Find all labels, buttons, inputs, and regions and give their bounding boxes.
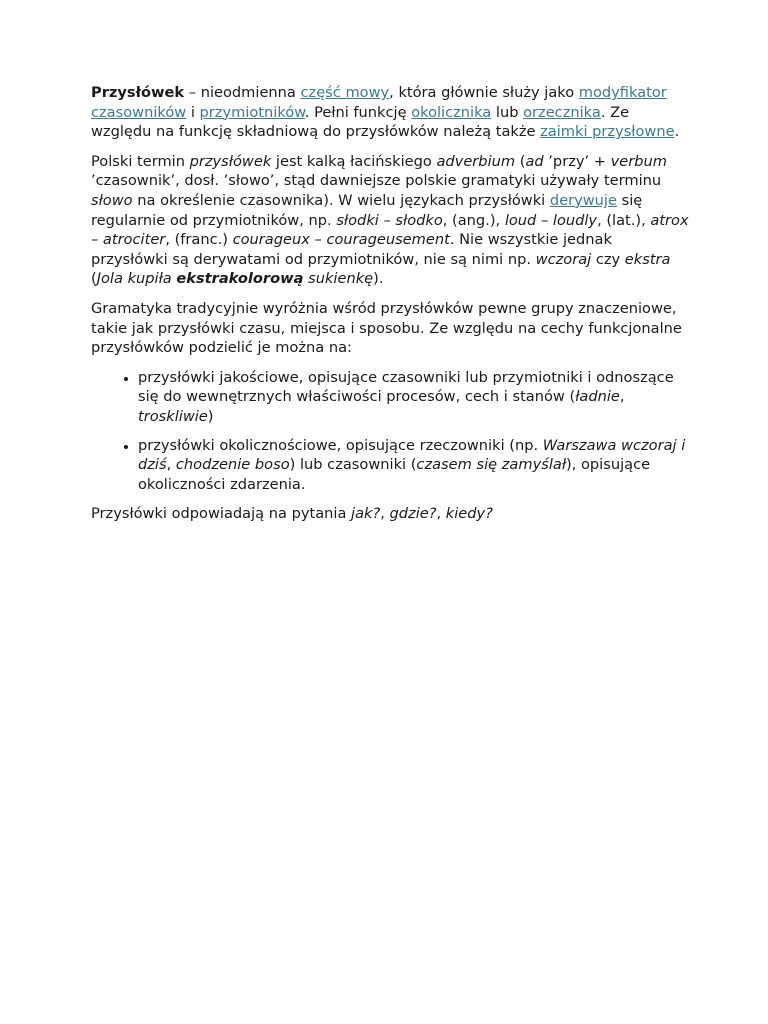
text-span: , która głównie służy jako (389, 84, 579, 101)
link-derywuje[interactable]: derywuje (549, 191, 617, 209)
text-span: ). (373, 270, 384, 288)
text-span: , (ang.), (442, 211, 505, 229)
italic-term: ładnie (575, 388, 620, 406)
italic-term: Warszawa wczoraj i dziś (138, 436, 686, 474)
text-span: czy (591, 250, 625, 268)
italic-term: atrox – atrociter (91, 211, 689, 249)
link-czasownikow[interactable]: czasowników (91, 103, 187, 121)
link-czesc-mowy[interactable]: część mowy (300, 84, 390, 101)
italic-term: ekstra (624, 250, 671, 268)
text-span: , (lat.), (597, 211, 651, 229)
text-span: , (436, 505, 446, 523)
text-span: przysłówki okolicznościowe, opisujące rzeczowniki (np. (138, 436, 543, 454)
text-span: ’czasownik’, dosł. ’słowo’, stąd dawniejsze polskie gramatyki używały terminu (91, 172, 662, 190)
text-span: . (674, 123, 680, 141)
list-item-okolicznosciowe (138, 436, 691, 495)
italic-term: sukienkę (303, 270, 374, 288)
text-span: Polski termin (91, 152, 190, 170)
text-span: – nieodmienna (184, 84, 301, 101)
italic-term: kiedy? (445, 505, 493, 523)
classification-paragraph: Gramatyka tradycyjnie wyróżnia wśród przysłówków pewne grupy znaczeniowe, takie jak przysłówki czasu, miejsca i sposobu. Ze względu na cechy funkcjonalne przysłówków podzielić je można na: (91, 299, 682, 357)
text-span: się regularnie od przymiotników, np. (91, 191, 643, 229)
text-span: . Ze względu na funkcję składniową do przysłówków należą także (91, 103, 630, 141)
italic-term: Jola kupiła (96, 270, 177, 288)
text-span: . Pełni funkcję (304, 103, 412, 121)
text-span: ), opisujące okoliczności zdarzenia. (138, 456, 651, 493)
italic-term: czasem się zamyślał (416, 456, 567, 474)
italic-term: troskliwie (138, 407, 208, 425)
italic-term: gdzie? (389, 505, 437, 523)
document-body (91, 83, 691, 534)
text-span: lub (491, 103, 524, 121)
italic-term: loud – loudly (504, 211, 598, 229)
link-zaimki-przyslowne[interactable]: zaimki przysłowne (540, 123, 675, 141)
italic-term: słowo (91, 191, 133, 209)
italic-term: ad (525, 152, 544, 170)
intro-paragraph (91, 83, 691, 142)
text-span: , (380, 505, 390, 523)
italic-term: przysłówek (189, 152, 272, 170)
italic-term: courageux – courageusement (232, 231, 450, 249)
text-span: jest kalką łacińskiego (271, 152, 437, 170)
text-span: Przysłówki odpowiadają na pytania (91, 505, 352, 523)
term-heading: Przysłówek (91, 84, 185, 101)
text-span: ’przy’ + (543, 152, 611, 170)
text-span: na określenie czasownika). W wielu językach przysłówki (132, 191, 550, 209)
text-span: ) (207, 407, 214, 425)
text-span: ( (91, 270, 97, 288)
link-modyfikator[interactable]: modyfikator (578, 84, 667, 101)
link-orzecznika[interactable]: orzecznika (523, 103, 601, 121)
italic-term: jak? (351, 505, 381, 523)
text-span: ) lub czasowniki ( (289, 456, 417, 474)
bold-italic-term: ekstrakolorową (176, 270, 304, 288)
text-span: ( (515, 152, 526, 170)
etymology-paragraph (91, 152, 691, 289)
italic-term: chodzenie boso (175, 456, 290, 474)
text-span: , (619, 388, 625, 406)
text-span: , (166, 456, 176, 474)
text-span: . Nie wszystkie jednak przysłówki są derywatami od przymiotników, nie są nimi np. (91, 231, 612, 268)
text-span: i (186, 103, 200, 121)
text-span: , (franc.) (165, 231, 233, 249)
list-item-jakosciowe (138, 368, 691, 427)
link-okolicznika[interactable]: okolicznika (411, 103, 492, 121)
italic-term: słodki – słodko (336, 211, 443, 229)
italic-term: verbum (610, 152, 667, 170)
adverb-types-list (91, 368, 691, 495)
link-przymiotnikow[interactable]: przymiotników (199, 103, 305, 121)
questions-paragraph (91, 504, 691, 524)
text-span: przysłówki jakościowe, opisujące czasowniki lub przymiotniki i odnoszące się do wewnętrznych właściwości procesów, cech i stanów ( (138, 368, 674, 406)
italic-term: adverbium (436, 152, 516, 170)
italic-term: wczoraj (535, 250, 592, 268)
